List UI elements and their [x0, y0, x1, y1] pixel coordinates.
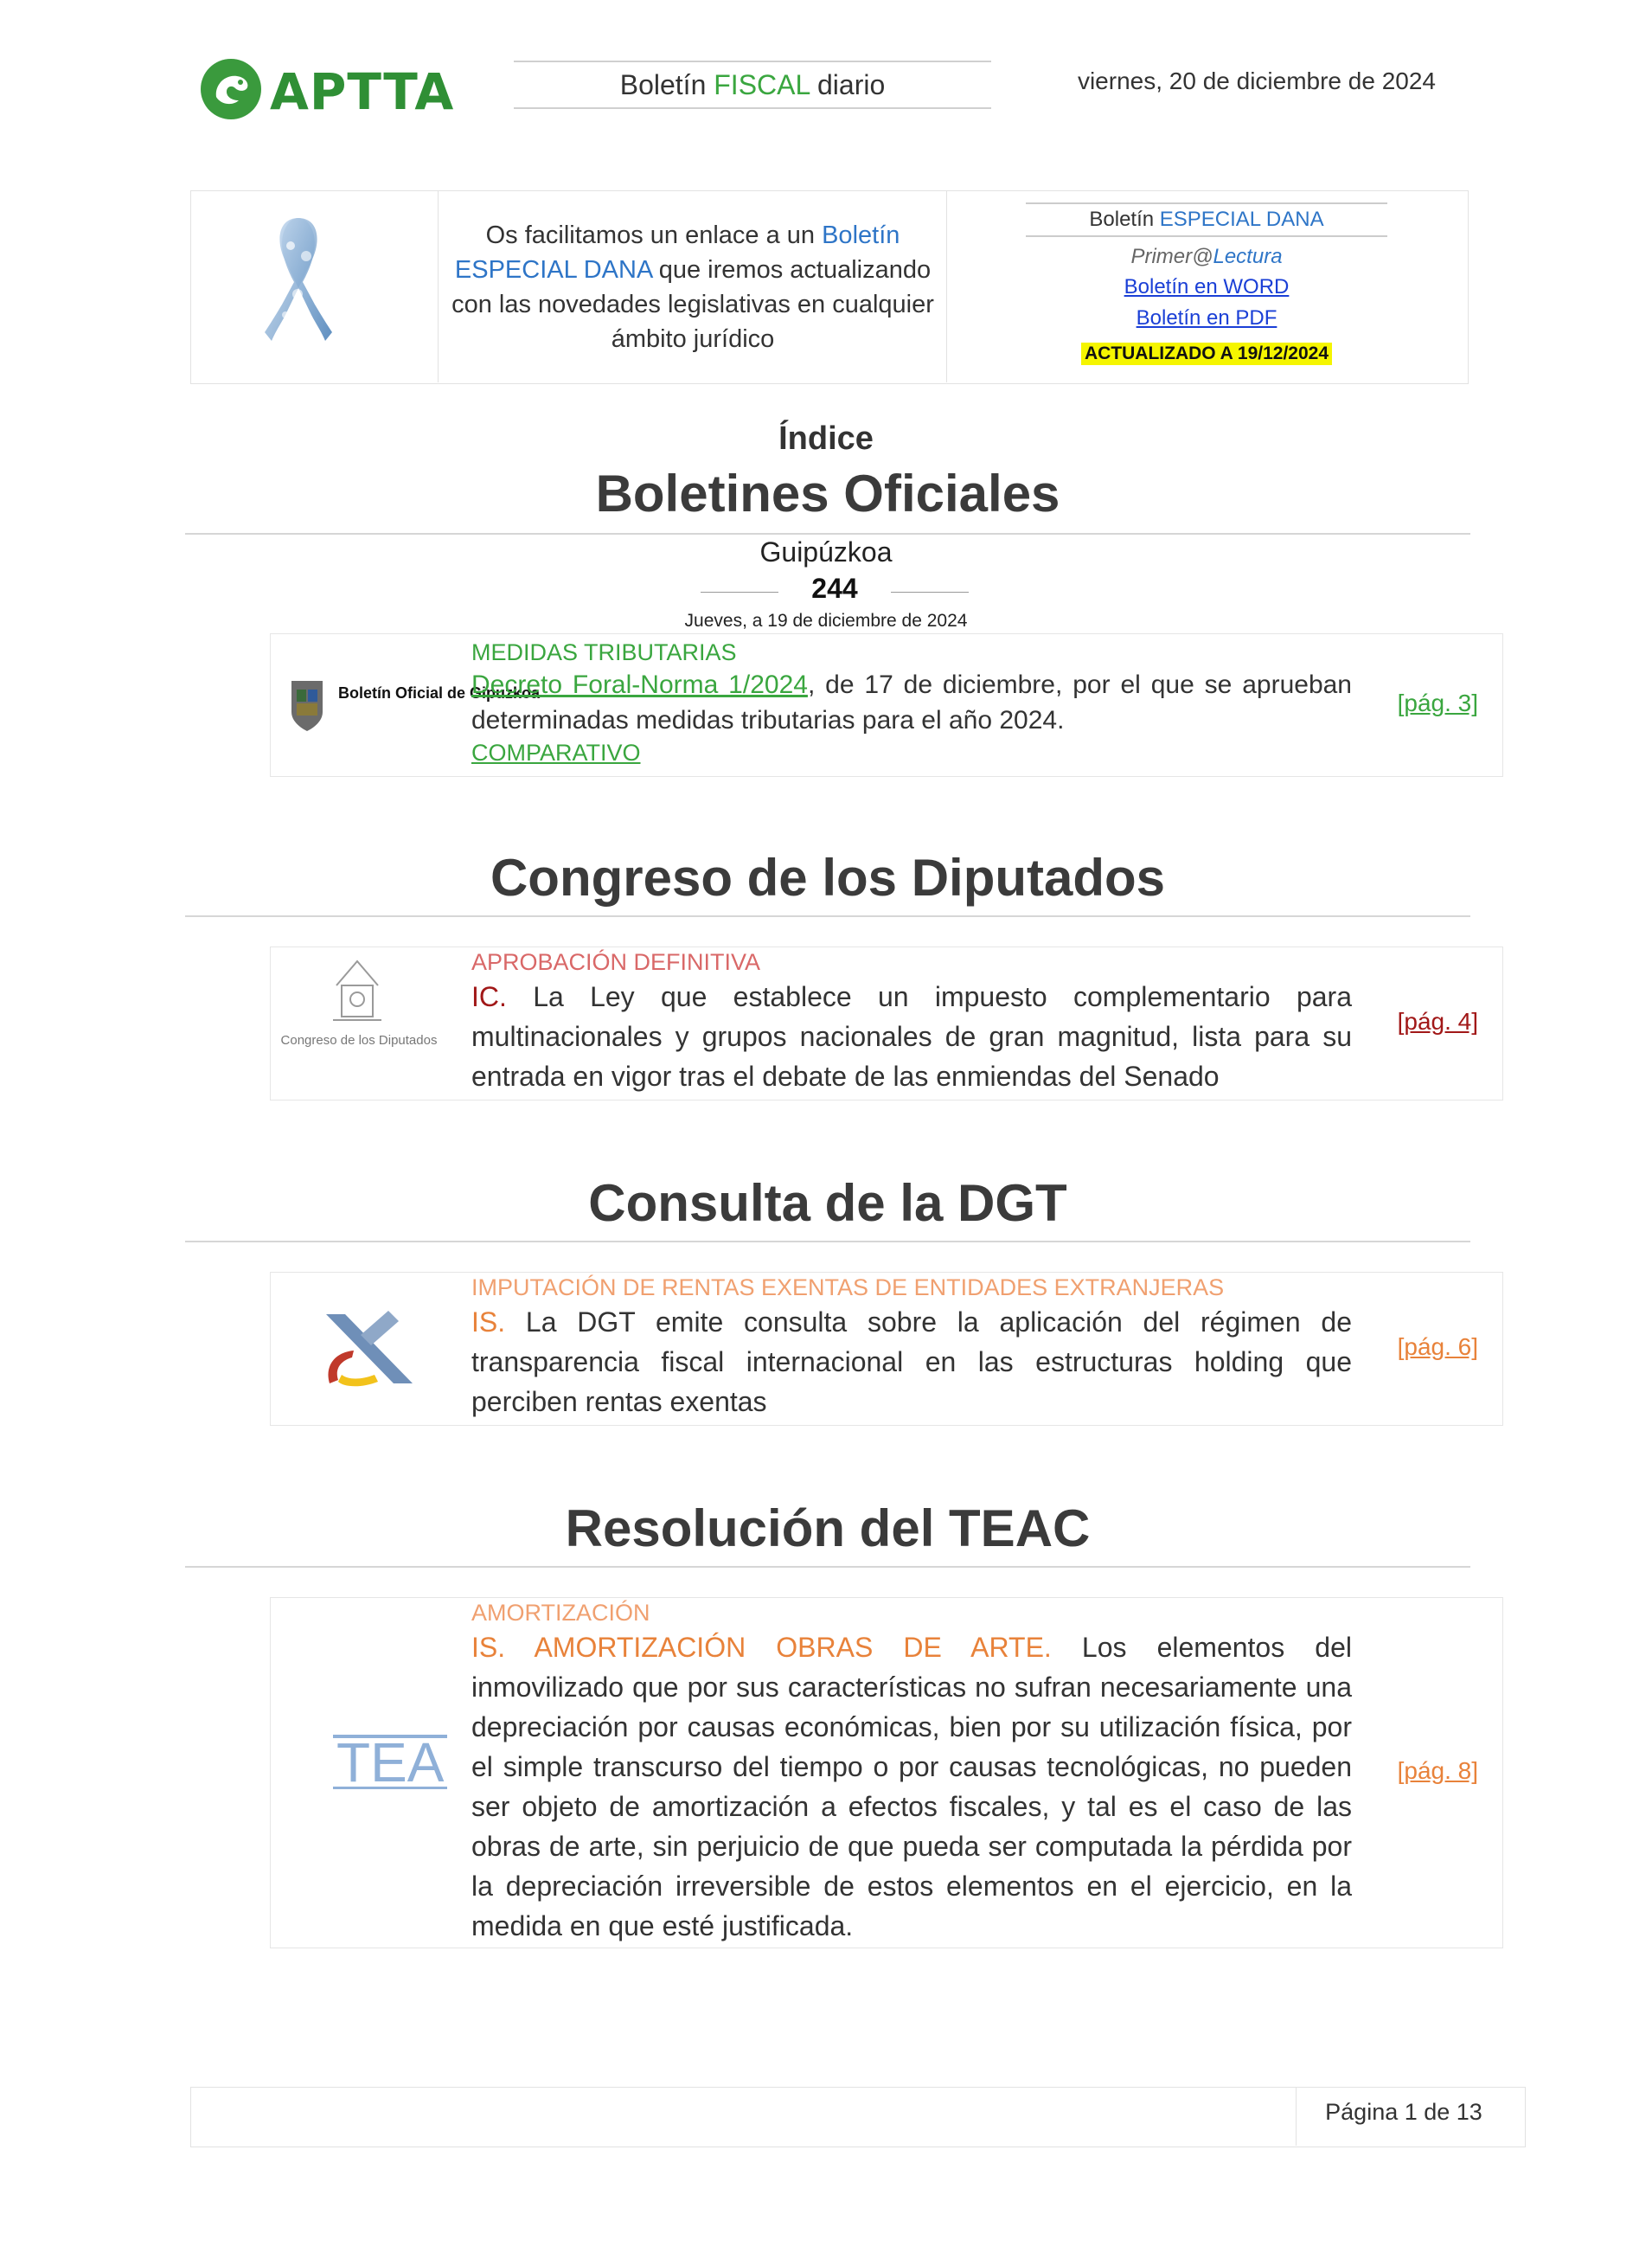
- publication-date: Jueves, a 19 de diciembre de 2024: [684, 611, 968, 631]
- logo-wordmark: APTTA: [270, 62, 455, 121]
- entry-lead: IC.: [471, 981, 507, 1012]
- entry-boletin-gipuzkoa: [270, 633, 1503, 777]
- section-title-dgt: Consulta de la DGT: [588, 1174, 1067, 1232]
- dana-word-link[interactable]: Boletín en WORD: [1124, 275, 1290, 298]
- entry-teac: [270, 1597, 1503, 1948]
- section-title-congreso: Congreso de los Diputados: [490, 849, 1166, 907]
- bulletin-number: 244: [701, 573, 969, 607]
- entry-text: IS. La DGT emite consulta sobre la aplicación del régimen de transparencia fiscal internacional en las estructuras holding que perciben rentas exentas: [471, 1306, 1352, 1417]
- updated-badge: ACTUALIZADO A 19/12/2024: [1081, 343, 1332, 365]
- page-number: Página 1 de 13: [1325, 2099, 1482, 2125]
- gipuzkoa-logo-text: Boletín Oficial de Gipuzkoa: [338, 684, 541, 702]
- congreso-logo: [274, 951, 464, 1089]
- dana-pdf-link[interactable]: Boletín en PDF: [1136, 306, 1277, 330]
- page-ref-link[interactable]: [pág. 4]: [1397, 1008, 1478, 1035]
- entry-category: MEDIDAS TRIBUTARIAS: [471, 639, 737, 665]
- entry-lead: IS. AMORTIZACIÓN OBRAS DE ARTE.: [471, 1632, 1052, 1663]
- dana-box-title: Boletín ESPECIAL DANA: [1026, 202, 1387, 237]
- comparativo-link[interactable]: COMPARATIVO: [471, 740, 641, 766]
- dana-links-panel: [1026, 202, 1387, 365]
- ribbon-icon: [259, 211, 337, 350]
- entry-category: IMPUTACIÓN DE RENTAS EXENTAS DE ENTIDADES EXTRANJERAS: [471, 1274, 1225, 1300]
- bulletin-title: Boletín FISCAL diario: [514, 61, 991, 109]
- gipuzkoa-logo: [274, 674, 541, 738]
- frog-icon: [201, 59, 261, 119]
- entry-category: APROBACIÓN DEFINITIVA: [471, 949, 761, 975]
- page-ref-link[interactable]: [pág. 3]: [1397, 690, 1478, 716]
- dana-message: Os facilitamos un enlace a un Boletín ESPECIAL DANA que iremos actualizando con las novedades legislativas en cualquier ámbito jurídico: [451, 221, 934, 353]
- entry-category: AMORTIZACIÓN: [471, 1600, 650, 1626]
- section-title-boletines: Boletines Oficiales: [595, 465, 1060, 523]
- entry-lead-link[interactable]: Decreto Foral-Norma 1/2024: [471, 671, 808, 699]
- page-ref-link[interactable]: [pág. 6]: [1397, 1333, 1478, 1360]
- index-title: Índice: [778, 420, 874, 457]
- agencia-tributaria-logo: [274, 1280, 464, 1418]
- entry-lead: IS.: [471, 1306, 506, 1338]
- congreso-logo-text: Congreso de los Diputados: [280, 1033, 438, 1048]
- tea-logo-text: TEA: [336, 1731, 445, 1794]
- section-title-teac: Resolución del TEAC: [565, 1499, 1091, 1557]
- entry-dgt: [270, 1272, 1503, 1426]
- bulletin-date: viernes, 20 de diciembre de 2024: [1077, 67, 1436, 94]
- entry-text: IC. La Ley que establece un impuesto complementario para multinacionales y grupos nacionales de gran magnitud, lista para su entrada en vigor tras el debate de las enmiendas del Senado: [471, 981, 1352, 1092]
- entry-congreso: [270, 947, 1503, 1101]
- entry-text: IS. AMORTIZACIÓN OBRAS DE ARTE. Los elementos del inmovilizado que por sus características no sufran necesariamente una depreciación por causas económicas, bien por su utilización física, por el simple transcurso del tiempo o por causas tecnológicas, no pueden ser objeto de amortización a efectos fiscales, y tal es el caso de las obras de arte, sin perjuicio de que pueda ser computada la pérdida por la depreciación irreversible de estos elementos en el ejercicio, en la medida en que esté justificada.: [471, 1632, 1353, 1941]
- tea-logo: [274, 1719, 464, 1806]
- entry-text: Decreto Foral-Norma 1/2024, de 17 de diciembre, por el que se aprueban determinadas medidas tributarias para el año 2024.: [471, 671, 1352, 735]
- primer-lectura-logo: Primer@Lectura: [1130, 245, 1283, 268]
- aptta-logo: [201, 57, 455, 123]
- page-ref-link[interactable]: [pág. 8]: [1397, 1757, 1478, 1784]
- province-name: Guipúzkoa: [759, 536, 893, 568]
